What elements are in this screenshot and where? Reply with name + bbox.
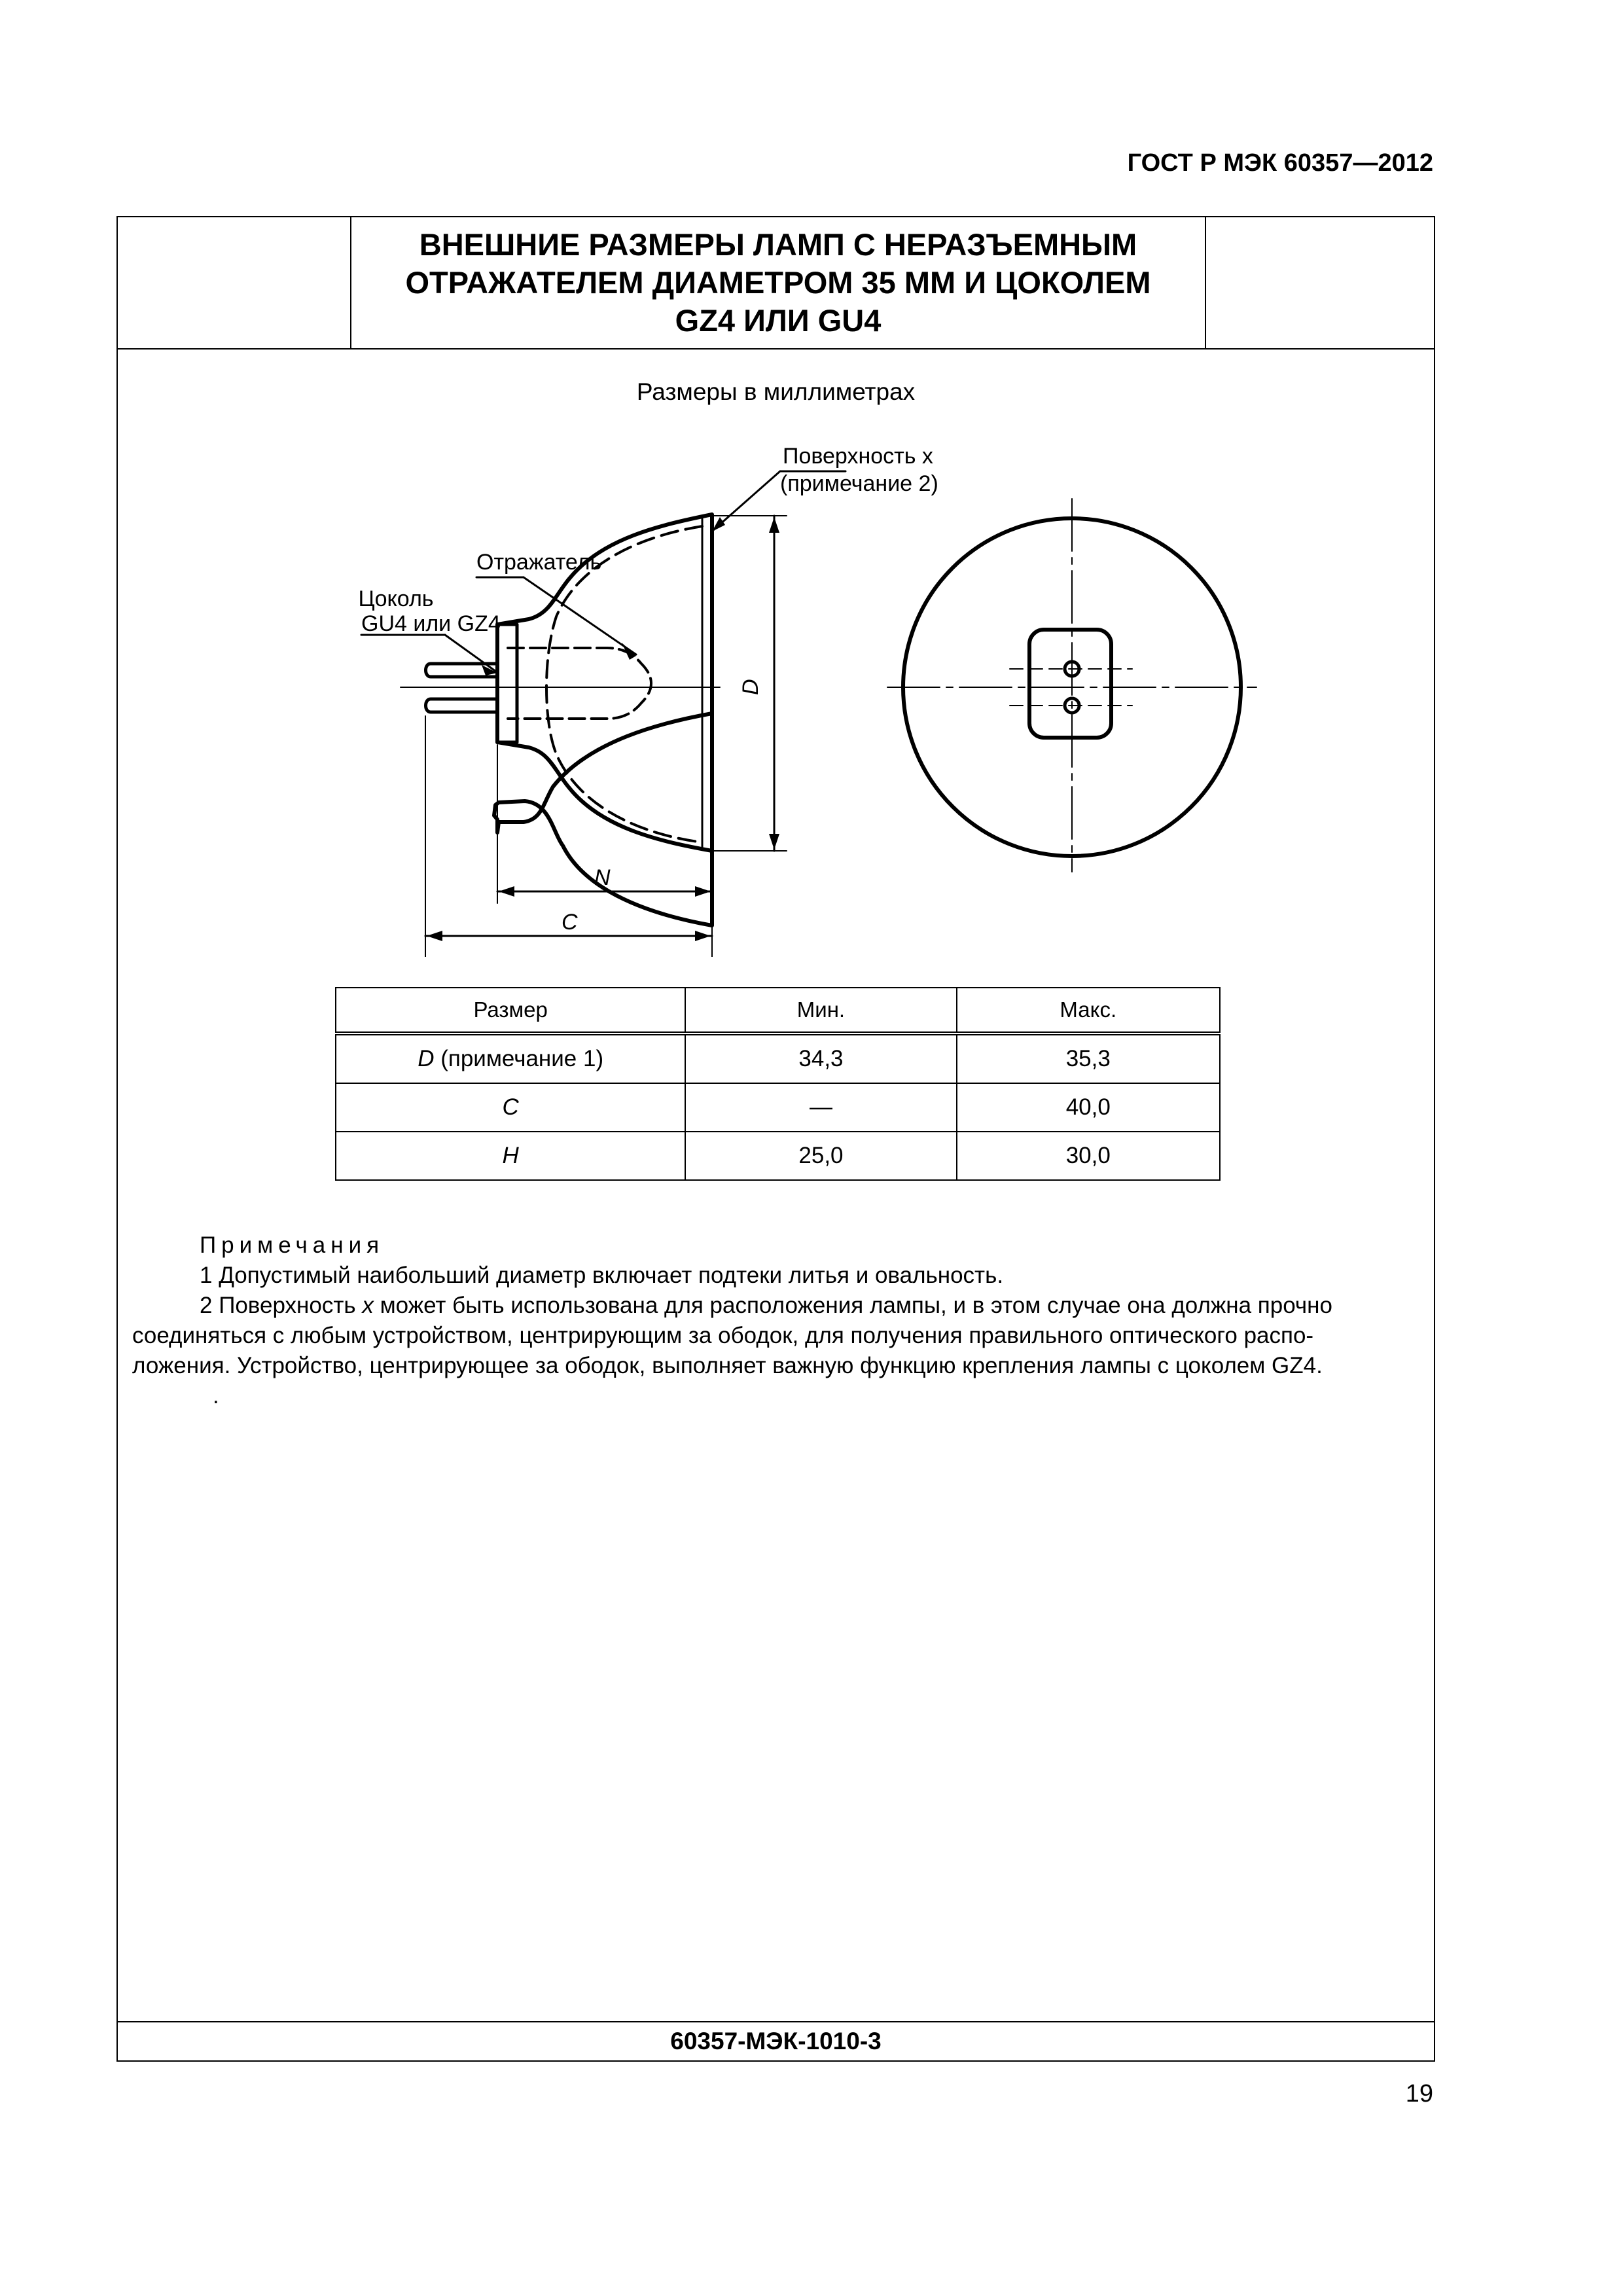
note-2-line-2: соединяться с любым устройством, центрирующим за ободок, для получения правильного оптического распо-	[132, 1323, 1314, 1348]
cell-max: 40,0	[957, 1083, 1220, 1132]
size-symbol: D	[418, 1046, 435, 1071]
cell-min: —	[685, 1083, 956, 1132]
lamp-front-view	[887, 499, 1257, 872]
arrow-c-right	[695, 931, 711, 941]
arrow-d-bottom	[769, 834, 779, 850]
pin-lower	[426, 699, 498, 712]
title-line-3: GZ4 ИЛИ GU4	[675, 303, 882, 338]
dimensions-table	[335, 987, 1221, 1181]
cell-min: 25,0	[685, 1132, 956, 1180]
cell-max: 35,3	[957, 1033, 1220, 1083]
lamp-drawing	[118, 420, 1433, 957]
cell-size	[336, 1033, 685, 1083]
arrow-d-top	[769, 517, 779, 533]
note-2-rest: может быть использована для расположения лампы, и в этом случае она должна прочно	[373, 1293, 1332, 1318]
table-header-row	[336, 988, 1220, 1033]
base-outline	[497, 624, 517, 742]
base-square	[1029, 630, 1111, 738]
label-surface-line-2: (примечание 2)	[780, 471, 938, 496]
units-caption: Размеры в миллиметрах	[636, 378, 916, 405]
header-size: Размер	[336, 988, 685, 1033]
label-surface-line-1: Поверхность x	[783, 444, 933, 469]
arrow-c-left	[427, 931, 442, 941]
table-row	[336, 1083, 1220, 1132]
cell-min: 34,3	[685, 1033, 956, 1083]
size-symbol: C	[502, 1094, 519, 1120]
label-dim-c: C	[562, 910, 578, 935]
table-row	[336, 1132, 1220, 1180]
drawing-sheet-frame	[116, 216, 1435, 2062]
header-max: Макс.	[957, 988, 1220, 1033]
size-note: (примечание 1)	[434, 1046, 604, 1071]
label-base-line-2: GU4 или GZ4	[361, 611, 501, 636]
note-2-start: 2 Поверхность	[200, 1293, 363, 1318]
label-dim-n: N	[594, 865, 611, 890]
cell-max: 30,0	[957, 1132, 1220, 1180]
label-reflector: Отражатель	[476, 550, 602, 575]
note-1: 1 Допустимый наибольший диаметр включает подтеки литья и овальность.	[200, 1263, 1004, 1288]
cell-size	[336, 1083, 685, 1132]
sheet-code: 60357-МЭК-1010-3	[118, 2021, 1434, 2060]
size-symbol: H	[502, 1143, 519, 1168]
notes-trailing-dot: .	[213, 1383, 219, 1408]
note-2-symbol: x	[362, 1293, 374, 1318]
label-dim-d: D	[738, 679, 763, 695]
cell-size	[336, 1132, 685, 1180]
notes-section	[118, 1230, 1434, 1411]
note-2-line-3: ложения. Устройство, центрирующее за ободок, выполняет важную функцию крепления лампы с цоколем GZ4.	[132, 1353, 1323, 1378]
header-min: Мин.	[685, 988, 956, 1033]
note-2-line-1	[118, 1291, 1434, 1321]
arrow-n-left	[499, 886, 514, 897]
arrow-n-right	[695, 886, 711, 897]
title-line-2: ОТРАЖАТЕЛЕМ ДИАМЕТРОМ 35 ММ И ЦОКОЛЕМ	[405, 265, 1151, 300]
title-line-1: ВНЕШНИЕ РАЗМЕРЫ ЛАМП С НЕРАЗЪЕМНЫМ	[419, 227, 1137, 262]
title-cell	[350, 217, 1206, 348]
table-row	[336, 1033, 1220, 1083]
notes-heading: Примечания	[200, 1232, 385, 1258]
title-block	[118, 217, 1434, 350]
page-number: 19	[1405, 2080, 1433, 2108]
standard-code: ГОСТ Р МЭК 60357—2012	[1127, 149, 1433, 177]
label-base-line-1: Цоколь	[358, 586, 434, 611]
